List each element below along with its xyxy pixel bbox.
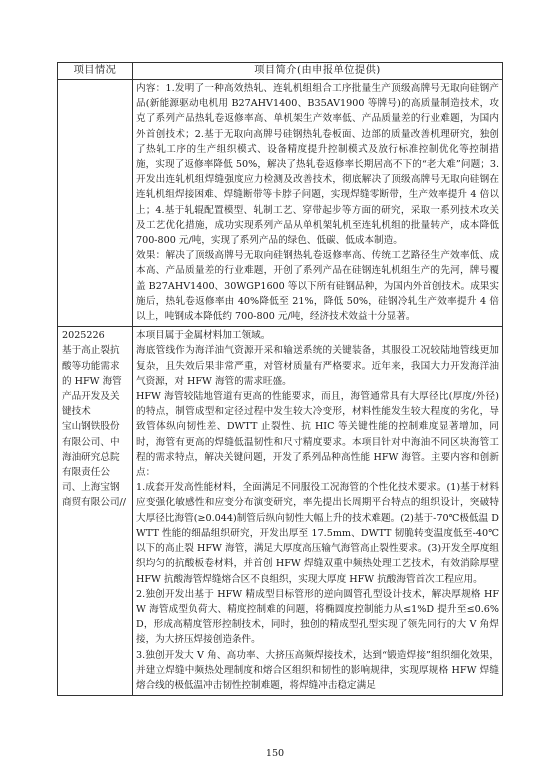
row1-summary-text (133, 80, 502, 326)
row2-summary-cell (133, 327, 503, 696)
row1-effect-paragraph: 效果：解决了顶级高牌号无取向硅钢热轧卷返修率高、传统工艺路径生产效率低、成本高、产品质量差的行业难题，开创了系列产品在硅钢连轧机组生产的先河，牌号覆盖 B27AHV1400、30WGP1600 等以下所有硅钢品种，为国内外首创技术。成果实施后，热轧卷返修率由 40%降低至 21%，降低 50%，硅钢冷轧生产效率提升 4 倍以上，吨钢成本降低约 700-800 元/吨，经济技术效益十分显著。 (136, 250, 499, 323)
project-table (57, 62, 503, 696)
header-project-info: 项目情况 (58, 63, 133, 80)
table-header-row (58, 63, 503, 80)
row1-summary-cell (133, 80, 503, 327)
row2-paragraph-innovation-3: 3.独创开发大 V 角、高功率、大挤压高频焊接技术，达到“锻造焊接”组织细化效果，并建立焊缝中频热处理制度和熔合区组织和韧性的影响规律，实现厚规格 HFW 焊缝熔合线的极低温冲击韧性控制难题，将焊缝冲击稳定满足 (136, 649, 499, 691)
project-organizations: 宝山钢铁股份有限公司、中海油研究总院有限责任公司、上海宝钢商贸有限公司// (62, 421, 127, 509)
project-name: 基于高止裂抗酸等功能需求的 HFW 海管产品开发及关键技术 (62, 345, 122, 418)
row2-paragraph-field: 本项目属于金属材料加工领域。 (136, 330, 271, 342)
row1-left-cell (58, 80, 133, 327)
header-project-summary: 项目简介(由申报单位提供) (133, 63, 503, 80)
row2-paragraph-requirements: HFW 海管较陆地管道有更高的性能要求，而且，海管通常具有大厚径比(厚度/外径)的特点，制管成型和定径过程中发生较大冷变形，材料性能发生较大程度的劣化，导致管体纵向韧性差、DWTT 止裂性、抗 HIC 等关键性能的控制难度显著增加，同时，海管有更高的焊缝低温韧性和尺寸精度要求。本项目针对中海油不同区块海管工程的需求特点，解决关键问题，开发了系列品种高性能 HFW 海管。主要内容和创新点： (136, 391, 499, 479)
row2-project-info (58, 327, 132, 510)
row2-project-info-cell (58, 327, 133, 696)
row1-content-paragraph: 内容：1.发明了一种高效热轧、连轧机组组合工序批量生产顶级高牌号无取向硅钢产品(新能源驱动电机用 B27AHV1400、B35AV1900 等牌号)的高质量制造技术，攻克了系列产品热轧卷返修率高、单机架生产效率低、产品质量差的行业难题，为国内外首创技术；2.基于无取向高牌号硅钢热轧卷板面、边部的质量改善机理研究，独创了热轧工序的生产组织模式、设备精度提升控制模式及放行标准控制优化等控制措施，实现了返修率降低 50%，解决了热轧卷返修率长期居高不下的“老大难”问题；3.开发出连轧机组焊缝强度应力检测及改善技术，彻底解决了顶级高牌号无取向硅钢在连轧机组焊接困难、焊缝断带等卡脖子问题，实现焊缝零断带，生产效率提升 4 倍以上；4.基于轧辊配置模型、轧制工艺、穿带起步等方面的研究，采取一系列技术攻关及工艺优化措施，成功实现系列产品从单机架轧机至连轧机组的批量转产，成本降低 700-800 元/吨，实现了系列产品的绿色、低碳、低成本制造。 (136, 83, 499, 247)
row2-summary-text (133, 327, 502, 695)
table-row (58, 80, 503, 327)
project-number: 2025226 (62, 330, 105, 342)
table-row (58, 327, 503, 696)
row2-paragraph-innovation-2: 2.独创开发出基于 HFW 精成型目标管形的逆向圆管孔型设计技术，解决厚规格 HFW 海管成型负荷大、精度控制难的问题，将椭圆度控制能力从≤1%D 提升至≤0.6%D，形成高精度管形控制技术，同时，独创的精成型孔型实现了领先同行的大 V 角焊接，为大挤压焊接创造条件。 (136, 588, 499, 646)
page-number: 150 (265, 748, 285, 759)
row2-paragraph-background: 海底管线作为海洋油气资源开采和输送系统的关键装备，其服役工况较陆地管线更加复杂，且失效后果非常严重，对管材质量有严格要求。近年来，我国大力开发海洋油气资源，对 HFW 海管的需求旺盛。 (136, 345, 499, 387)
row2-paragraph-innovation-1: 1.成套开发高性能材料，全面满足不同服役工况海管的个性化技术要求。(1)基于材料应变强化敏感性和应变分布演变研究，率先提出长周期平台特点的组织设计，突破特大厚径比海管(≥0.044)制管后纵向韧性大幅上升的技术难题。(2)基于-70℃极低温 DWTT 性能的细晶组织研究，开发出厚至 17.5mm、DWTT 韧脆转变温度低至-40℃以下的高止裂 HFW 海管，满足大厚度高压输气海管高止裂性要求。(3)开发全厚度组织均匀的抗酸板卷材料，并首创 HFW 焊缝双重中频热处理工艺技术，有效消除厚壁 HFW 抗酸海管焊缝熔合区不良组织，实现大厚度 HFW 抗酸海管首次工程应用。 (136, 482, 499, 585)
